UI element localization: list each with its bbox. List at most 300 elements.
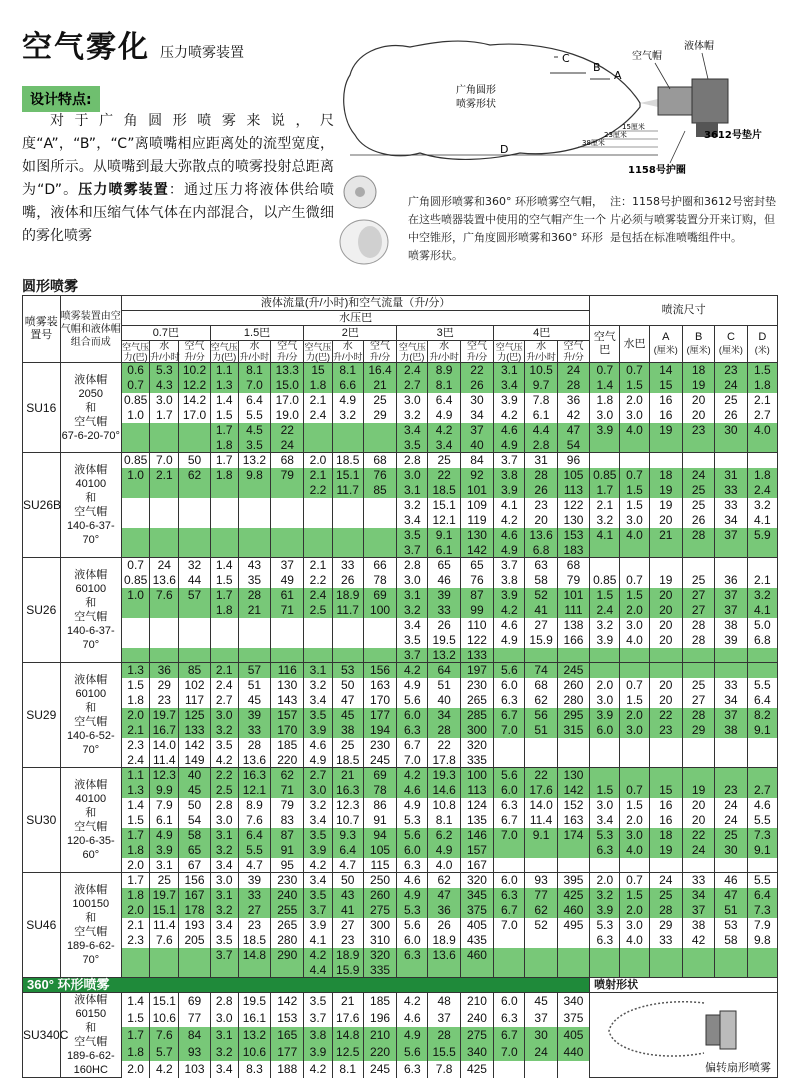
table-cell <box>620 963 649 978</box>
table-cell: 28 <box>649 903 682 918</box>
table-cell: 6.6 <box>332 378 363 393</box>
table-cell: 177 <box>271 1044 304 1061</box>
table-cell: 4.2 <box>150 1061 179 1078</box>
table-cell: 1.4 <box>122 993 150 1010</box>
table-cell: 5.6 <box>397 918 428 933</box>
table-cell: 15.1 <box>150 993 179 1010</box>
table-cell: 33 <box>238 723 270 738</box>
table-cell: 24 <box>715 798 747 813</box>
table-cell: 8.9 <box>428 363 460 378</box>
table-cell <box>590 663 620 678</box>
table-cell: 69 <box>363 768 396 783</box>
table-cell: 1.8 <box>747 468 777 483</box>
table-cell: 3.0 <box>590 408 620 423</box>
nozzle-combo: 液体帽 60100 和 空气帽 140-6-37-70° <box>60 558 122 663</box>
table-cell <box>747 648 777 663</box>
table-cell <box>332 648 363 663</box>
table-cell: 1.8 <box>122 693 150 708</box>
table-cell: 57 <box>238 663 270 678</box>
table-cell: 4.2 <box>494 603 525 618</box>
table-cell <box>210 618 238 633</box>
table-cell <box>620 738 649 753</box>
table-cell: 16.1 <box>238 1010 270 1027</box>
table-cell: 100 <box>460 768 493 783</box>
table-cell <box>122 438 150 453</box>
table-cell: 11.4 <box>150 918 179 933</box>
table-cell: 8.3 <box>238 1061 270 1078</box>
table-cell: 3.0 <box>210 873 238 888</box>
header-p2: 2巴 <box>304 326 397 341</box>
nozzle-name: SU26B <box>23 453 61 558</box>
table-cell: 16 <box>649 798 682 813</box>
table-cell: 34 <box>715 513 747 528</box>
table-cell: 2.0 <box>122 903 150 918</box>
table-cell: 0.7 <box>620 468 649 483</box>
table-cell: 375 <box>557 1010 589 1027</box>
header-air: 空气 升/分 <box>460 341 493 363</box>
table-cell: 7.9 <box>150 798 179 813</box>
table-cell: 245 <box>363 1061 396 1078</box>
table-cell <box>271 648 304 663</box>
table-cell: 1.7 <box>122 1027 150 1044</box>
table-cell <box>271 633 304 648</box>
table-cell <box>122 543 150 558</box>
nozzle-combo: 液体帽 2050 和 空气帽 67-6-20-70° <box>60 363 122 453</box>
table-cell: 2.0 <box>590 873 620 888</box>
table-cell <box>304 618 332 633</box>
table-cell: 7.0 <box>150 453 179 468</box>
table-cell: 138 <box>557 618 589 633</box>
table-cell: 20 <box>649 513 682 528</box>
table-cell: 3.4 <box>397 423 428 438</box>
table-cell: 8.9 <box>238 798 270 813</box>
table-row <box>23 858 778 873</box>
table-row <box>23 618 778 633</box>
table-cell: 170 <box>271 723 304 738</box>
table-cell: 1.8 <box>122 888 150 903</box>
table-cell: 7.0 <box>494 828 525 843</box>
table-cell: 17.6 <box>332 1010 363 1027</box>
table-cell: 113 <box>557 483 589 498</box>
table-cell: 1.7 <box>590 483 620 498</box>
table-row <box>23 408 778 423</box>
table-cell <box>682 558 714 573</box>
table-cell: 79 <box>271 468 304 483</box>
table-cell <box>620 453 649 468</box>
table-row <box>23 693 778 708</box>
table-cell: 6.7 <box>494 1027 525 1044</box>
table-cell: 167 <box>460 858 493 873</box>
table-cell: 9.7 <box>525 378 557 393</box>
table-cell: 45 <box>332 708 363 723</box>
table-cell: 2.0 <box>620 708 649 723</box>
table-cell: 13.2 <box>238 1027 270 1044</box>
table-cell <box>363 633 396 648</box>
table-cell: 34 <box>715 693 747 708</box>
table-cell: 1.7 <box>210 453 238 468</box>
table-cell: 4.9 <box>304 753 332 768</box>
table-cell: 7.9 <box>747 918 777 933</box>
table-cell: 117 <box>179 693 210 708</box>
table-cell: 3.0 <box>397 393 428 408</box>
table-cell: 12.3 <box>150 768 179 783</box>
table-cell <box>238 498 270 513</box>
table-cell: 3.7 <box>397 648 428 663</box>
table-cell: 14.8 <box>332 1027 363 1044</box>
table-cell: 33 <box>715 498 747 513</box>
header-air-pressure: 空气压力(巴) <box>210 341 238 362</box>
table-cell <box>150 603 179 618</box>
header-water: 水 升/小时 <box>429 341 459 362</box>
table-cell: 3.2 <box>590 513 620 528</box>
table-cell: 5.5 <box>747 873 777 888</box>
table-cell <box>494 933 525 948</box>
table-cell: 0.85 <box>122 573 150 588</box>
table-cell: 23 <box>150 693 179 708</box>
table-cell <box>363 498 396 513</box>
table-cell <box>210 648 238 663</box>
table-row <box>23 768 778 783</box>
table-cell: 2.1 <box>122 918 150 933</box>
label-15cm: 15厘米 <box>622 123 645 131</box>
table-cell: 84 <box>460 453 493 468</box>
table-cell: 6.0 <box>397 933 428 948</box>
table-cell: 3.2 <box>210 843 238 858</box>
table-cell: 3.1 <box>210 888 238 903</box>
table-cell: 240 <box>460 1010 493 1027</box>
table-cell: 5.3 <box>150 363 179 378</box>
table-cell: 19 <box>649 498 682 513</box>
table-cell: 7.6 <box>150 1027 179 1044</box>
table-cell: 3.4 <box>397 513 428 528</box>
table-cell: 74 <box>525 663 557 678</box>
table-cell <box>150 513 179 528</box>
table-cell: 2.7 <box>210 693 238 708</box>
table-cell: 1.7 <box>210 588 238 603</box>
table-cell: 3.9 <box>494 483 525 498</box>
table-cell: 9.1 <box>747 723 777 738</box>
table-cell: 27 <box>682 603 714 618</box>
table-cell: 153 <box>271 1010 304 1027</box>
table-cell: 0.85 <box>590 468 620 483</box>
table-cell: 23 <box>525 498 557 513</box>
table-cell <box>179 603 210 618</box>
table-cell <box>304 423 332 438</box>
table-cell: 220 <box>363 1044 396 1061</box>
title-sub: 压力喷雾装置 <box>160 45 244 61</box>
table-cell: 18.5 <box>238 933 270 948</box>
table-cell: 56 <box>525 708 557 723</box>
table-cell: 14.0 <box>525 798 557 813</box>
table-cell: 5.5 <box>238 408 270 423</box>
table-cell: 4.2 <box>494 513 525 528</box>
table-cell: 27 <box>682 693 714 708</box>
table-cell: 4.2 <box>397 768 428 783</box>
table-cell <box>150 528 179 543</box>
table-cell: 4.1 <box>304 933 332 948</box>
table-cell: 33 <box>332 558 363 573</box>
table-cell: 102 <box>179 678 210 693</box>
table-cell: 3.0 <box>620 918 649 933</box>
nozzle-combo: 液体帽 60150 和 空气帽 189-6-62-160HC <box>60 993 122 1078</box>
table-cell: 3.4 <box>210 858 238 873</box>
table-cell <box>122 963 150 978</box>
table-cell: 153 <box>557 528 589 543</box>
table-cell: 3.0 <box>620 618 649 633</box>
nozzle-name: SU26 <box>23 558 61 663</box>
table-cell: 24 <box>682 843 714 858</box>
table-cell: 41 <box>332 903 363 918</box>
table-cell: 6.3 <box>494 888 525 903</box>
table-cell: 6.7 <box>494 903 525 918</box>
table-cell: 22 <box>525 768 557 783</box>
table-cell <box>122 423 150 438</box>
table-cell: 62 <box>179 468 210 483</box>
table-cell: 5.3 <box>397 813 428 828</box>
table-cell <box>620 753 649 768</box>
table-cell: 163 <box>363 678 396 693</box>
table-cell: 142 <box>271 993 304 1010</box>
table-cell <box>210 528 238 543</box>
table-cell: 2.8 <box>210 798 238 813</box>
table-cell: 67 <box>179 858 210 873</box>
table-cell: 4.0 <box>620 423 649 438</box>
table-cell: 19.5 <box>238 993 270 1010</box>
table-cell <box>150 423 179 438</box>
table-cell: 15.9 <box>332 963 363 978</box>
table-row <box>23 678 778 693</box>
table-cell <box>150 438 179 453</box>
table-cell <box>179 438 210 453</box>
table-row <box>23 828 778 843</box>
table-cell <box>682 453 714 468</box>
table-cell: 4.4 <box>525 423 557 438</box>
table-cell: 41 <box>525 603 557 618</box>
table-cell <box>649 768 682 783</box>
table-cell: 2.2 <box>304 483 332 498</box>
table-cell: 3.7 <box>494 558 525 573</box>
table-cell: 19 <box>682 378 714 393</box>
table-cell: 51 <box>238 678 270 693</box>
page-title <box>22 22 244 66</box>
table-cell: 24 <box>271 438 304 453</box>
table-cell: 39 <box>238 873 270 888</box>
table-cell: 310 <box>363 933 396 948</box>
table-cell <box>271 528 304 543</box>
table-cell: 185 <box>271 738 304 753</box>
table-cell <box>525 648 557 663</box>
table-cell: 405 <box>557 1027 589 1044</box>
header-flow: 液体流量(升/小时)和空气流量（升/分） <box>122 296 590 311</box>
table-cell: 265 <box>271 918 304 933</box>
table-cell: 47 <box>715 888 747 903</box>
table-cell: 3.9 <box>494 393 525 408</box>
header-c: C (厘米) <box>715 326 747 363</box>
table-cell: 22 <box>649 708 682 723</box>
table-cell: 3.1 <box>397 588 428 603</box>
table-cell: 37 <box>271 558 304 573</box>
table-cell: 6.3 <box>397 723 428 738</box>
table-cell: 19 <box>649 573 682 588</box>
table-cell: 2.4 <box>590 603 620 618</box>
table-cell <box>122 528 150 543</box>
table-cell: 7.6 <box>150 933 179 948</box>
table-cell: 2.1 <box>122 723 150 738</box>
table-cell: 8.1 <box>428 813 460 828</box>
table-cell <box>649 948 682 963</box>
table-row <box>23 438 778 453</box>
table-row <box>23 903 778 918</box>
table-cell <box>682 438 714 453</box>
table-row <box>23 498 778 513</box>
table-cell: 3.0 <box>590 693 620 708</box>
table-cell: 4.6 <box>397 873 428 888</box>
table-cell: 28 <box>238 588 270 603</box>
table-cell: 230 <box>460 678 493 693</box>
table-cell: 45 <box>525 993 557 1010</box>
table-cell <box>557 738 589 753</box>
table-row <box>23 873 778 888</box>
table-cell: 79 <box>271 798 304 813</box>
table-cell <box>238 528 270 543</box>
table-cell: 167 <box>179 888 210 903</box>
table-cell: 1.7 <box>210 423 238 438</box>
spray-pattern-label: 喷射形状 <box>590 978 778 993</box>
table-cell: 24 <box>525 1044 557 1061</box>
table-row <box>23 528 778 543</box>
table-cell: 13.6 <box>238 753 270 768</box>
table-cell: 37 <box>682 903 714 918</box>
table-cell: 4.0 <box>620 528 649 543</box>
table-cell: 47 <box>428 888 460 903</box>
table-cell <box>122 948 150 963</box>
table-cell: 25 <box>428 453 460 468</box>
table-cell: 16.4 <box>363 363 396 378</box>
table-cell: 6.4 <box>238 393 270 408</box>
table-cell: 3.5 <box>304 888 332 903</box>
table-cell: 320 <box>363 948 396 963</box>
table-cell <box>332 618 363 633</box>
table-cell: 68 <box>525 678 557 693</box>
table-cell: 26 <box>428 918 460 933</box>
table-cell: 6.3 <box>494 798 525 813</box>
table-cell <box>747 543 777 558</box>
table-cell: 142 <box>557 783 589 798</box>
table-cell: 91 <box>363 813 396 828</box>
table-cell: 2.0 <box>590 678 620 693</box>
table-cell: 23 <box>649 723 682 738</box>
table-cell: 110 <box>460 618 493 633</box>
table-cell: 4.5 <box>238 423 270 438</box>
table-cell <box>557 858 589 873</box>
table-cell: 1.8 <box>122 1044 150 1061</box>
table-cell: 66 <box>363 558 396 573</box>
table-cell: 3.9 <box>494 588 525 603</box>
table-cell: 15.1 <box>150 903 179 918</box>
table-cell: 15.0 <box>271 378 304 393</box>
table-cell: 14.6 <box>428 783 460 798</box>
table-cell: 27 <box>238 903 270 918</box>
table-cell: 1.3 <box>122 783 150 798</box>
table-cell: 25 <box>715 828 747 843</box>
table-cell: 3.4 <box>494 378 525 393</box>
spec-table-body <box>23 363 778 1078</box>
table-cell: 63 <box>525 558 557 573</box>
table-cell: 20 <box>649 588 682 603</box>
table-cell: 4.0 <box>747 423 777 438</box>
table-row <box>23 993 778 1010</box>
table-cell: 21 <box>363 378 396 393</box>
header-water-bar: 水巴 <box>620 326 649 363</box>
table-cell: 3.5 <box>397 528 428 543</box>
table-cell: 24 <box>682 468 714 483</box>
table-cell: 2.0 <box>620 603 649 618</box>
table-cell: 33 <box>682 873 714 888</box>
table-cell: 38 <box>715 723 747 738</box>
table-cell <box>590 453 620 468</box>
table-cell: 15.1 <box>428 498 460 513</box>
table-cell <box>150 648 179 663</box>
table-cell: 3.7 <box>494 453 525 468</box>
table-cell <box>150 498 179 513</box>
table-cell: 46 <box>428 573 460 588</box>
table-cell: 152 <box>557 798 589 813</box>
label-38cm: 38厘米 <box>582 139 605 147</box>
table-cell <box>715 648 747 663</box>
section-round-spray: 圆形喷雾 <box>22 279 78 295</box>
table-row <box>23 783 778 798</box>
table-cell <box>179 618 210 633</box>
table-cell: 23 <box>332 933 363 948</box>
table-cell: 103 <box>179 1061 210 1078</box>
table-cell: 280 <box>557 693 589 708</box>
table-cell: 29 <box>150 678 179 693</box>
table-cell <box>620 948 649 963</box>
table-cell: 3.9 <box>304 918 332 933</box>
table-cell: 2.0 <box>122 858 150 873</box>
table-cell: 230 <box>363 738 396 753</box>
table-cell: 1.8 <box>122 843 150 858</box>
table-cell: 38 <box>682 918 714 933</box>
table-cell: 47 <box>332 693 363 708</box>
table-cell: 3.2 <box>397 408 428 423</box>
table-cell: 3.2 <box>210 903 238 918</box>
table-cell: 205 <box>179 933 210 948</box>
table-cell: 58 <box>715 933 747 948</box>
table-cell: 36 <box>150 663 179 678</box>
table-cell: 37 <box>525 1010 557 1027</box>
table-cell: 34 <box>682 888 714 903</box>
table-cell: 166 <box>557 633 589 648</box>
table-cell: 177 <box>363 708 396 723</box>
table-cell: 3.4 <box>590 813 620 828</box>
table-cell: 3.0 <box>620 723 649 738</box>
table-cell: 26 <box>525 483 557 498</box>
table-cell <box>620 438 649 453</box>
table-cell <box>179 648 210 663</box>
table-cell: 3.9 <box>590 708 620 723</box>
table-cell: 18 <box>649 828 682 843</box>
table-cell: 39 <box>238 708 270 723</box>
table-cell <box>525 963 557 978</box>
table-cell: 19 <box>682 783 714 798</box>
table-cell <box>620 558 649 573</box>
table-cell: 40 <box>428 693 460 708</box>
table-cell: 4.9 <box>494 633 525 648</box>
intro-bold: 压力喷雾装置 <box>78 182 169 198</box>
table-cell: 37 <box>428 1010 460 1027</box>
table-cell: 50 <box>179 453 210 468</box>
